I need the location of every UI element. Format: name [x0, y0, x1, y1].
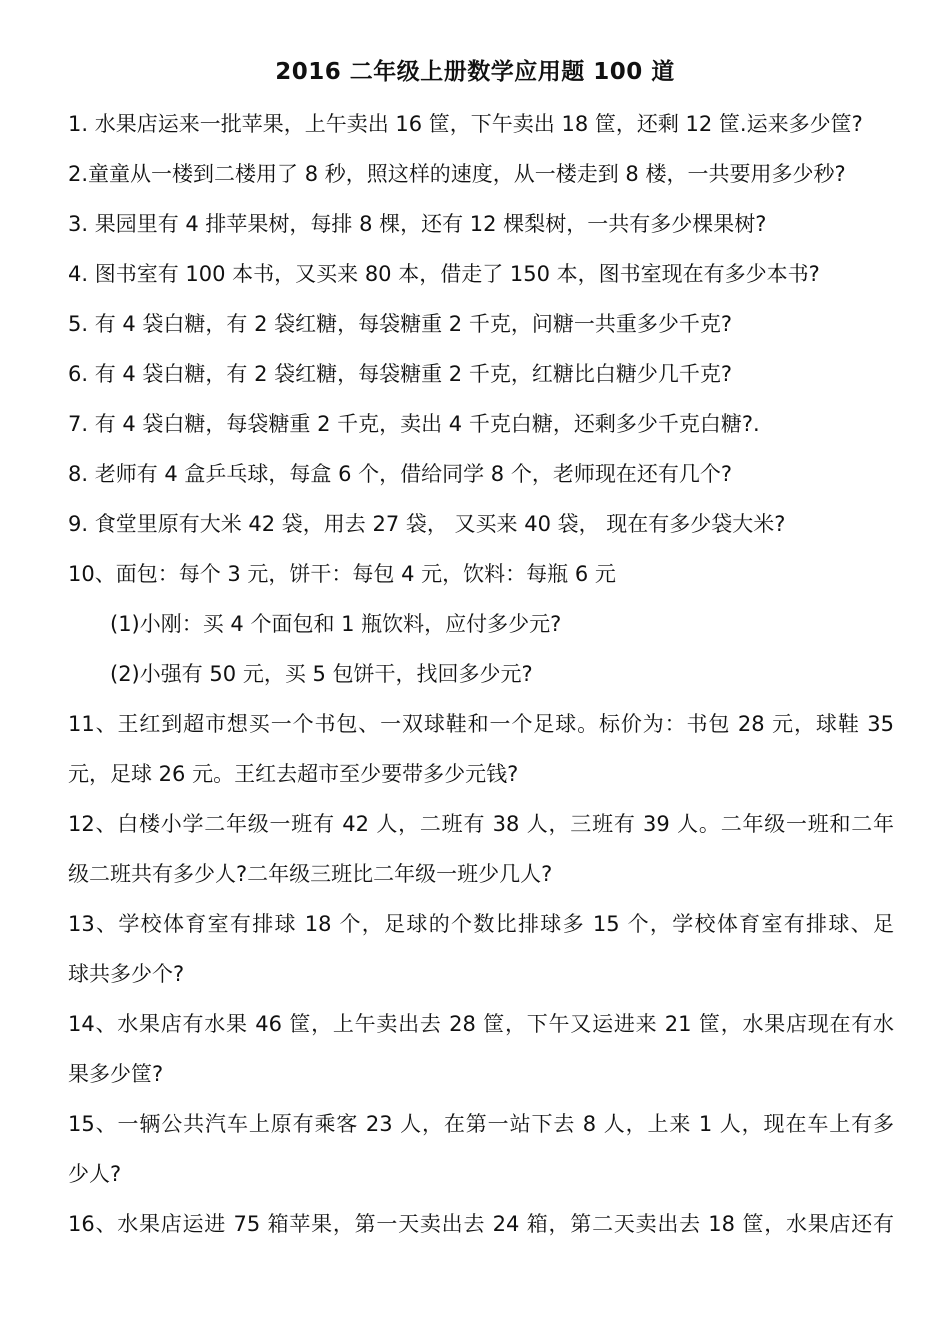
problem-line: 2.童童从一楼到二楼用了 8 秒，照这样的速度，从一楼走到 8 楼，一共要用多少秒? [68, 162, 846, 186]
sub-question-line: (2)小强有 50 元，买 5 包饼干，找回多少元? [110, 662, 533, 686]
problem-line-continuation: 球共多少个? [68, 962, 185, 986]
problem-line: 6. 有 4 袋白糖，有 2 袋红糖，每袋糖重 2 千克，红糖比白糖少几千克? [68, 362, 732, 386]
problem-line: 16、水果店运进 75 箱苹果，第一天卖出去 24 箱，第二天卖出去 18 筐，水果店还有 [68, 1212, 894, 1236]
document-title: 2016 二年级上册数学应用题 100 道 [275, 59, 675, 85]
problem-line: 10、面包：每个 3 元，饼干：每包 4 元，饮料：每瓶 6 元 [68, 562, 616, 586]
problem-line: 7. 有 4 袋白糖，每袋糖重 2 千克，卖出 4 千克白糖，还剩多少千克白糖?. [68, 412, 760, 436]
problem-line: 12、白楼小学二年级一班有 42 人，二班有 38 人，三班有 39 人。二年级一班和二年 [68, 812, 894, 836]
sub-question-line: (1)小刚：买 4 个面包和 1 瓶饮料，应付多少元? [110, 612, 562, 636]
problem-line: 8. 老师有 4 盒乒乓球，每盒 6 个，借给同学 8 个，老师现在还有几个? [68, 462, 732, 486]
problem-line: 15、一辆公共汽车上原有乘客 23 人，在第一站下去 8 人，上来 1 人，现在车上有多 [68, 1112, 894, 1136]
problem-line: 9. 食堂里原有大米 42 袋，用去 27 袋， 又买来 40 袋， 现在有多少袋大米? [68, 512, 786, 536]
problem-line: 13、学校体育室有排球 18 个，足球的个数比排球多 15 个，学校体育室有排球、足 [68, 912, 894, 936]
problem-line: 11、王红到超市想买一个书包、一双球鞋和一个足球。标价为：书包 28 元，球鞋 35 [68, 712, 894, 736]
problem-line-continuation: 元，足球 26 元。王红去超市至少要带多少元钱? [68, 762, 519, 786]
problem-line: 3. 果园里有 4 排苹果树，每排 8 棵，还有 12 棵梨树，一共有多少棵果树? [68, 212, 767, 236]
problem-line-continuation: 果多少筐? [68, 1062, 164, 1086]
problem-line-continuation: 少人? [68, 1162, 122, 1186]
problem-line: 4. 图书室有 100 本书，又买来 80 本，借走了 150 本，图书室现在有多少本书? [68, 262, 820, 286]
problem-line: 1. 水果店运来一批苹果，上午卖出 16 筐，下午卖出 18 筐，还剩 12 筐.运来多少筐? [68, 112, 863, 136]
problem-line-continuation: 级二班共有多少人?二年级三班比二年级一班少几人? [68, 862, 553, 886]
problem-list [68, 102, 894, 1252]
problem-line: 14、水果店有水果 46 筐，上午卖出去 28 筐，下午又运进来 21 筐，水果店现在有水 [68, 1012, 894, 1036]
problem-line: 5. 有 4 袋白糖，有 2 袋红糖，每袋糖重 2 千克，问糖一共重多少千克? [68, 312, 732, 336]
